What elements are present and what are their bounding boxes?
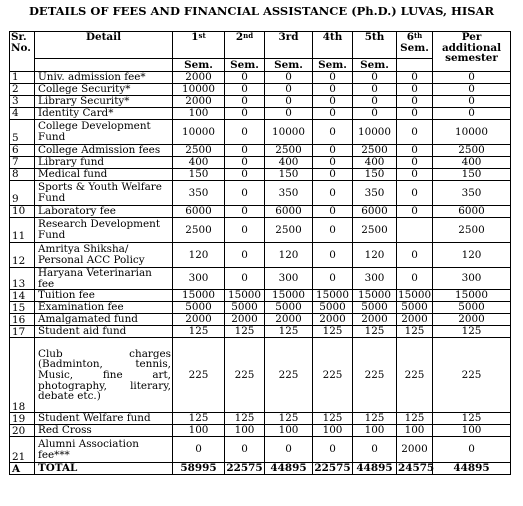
row-value-col1: 10000 [173,84,225,96]
row-value-col2: 0 [225,437,265,463]
row-value-col3: 2500 [265,218,313,243]
row-sr-no: 5 [10,120,35,145]
row-sr-no: 11 [10,218,35,243]
row-value-col1: 125 [173,326,225,338]
row-value-col4: 125 [313,413,353,425]
row-value-col5: 15000 [353,290,397,302]
row-value-col7: 5000 [433,302,511,314]
row-value-col7: 120 [433,243,511,268]
table-row [10,268,511,290]
row-value-col3: 400 [265,157,313,169]
row-value-col5: 0 [353,96,397,108]
header-sem2 [225,32,265,59]
row-value-col7: 300 [433,268,511,290]
row-value-col6: 0 [397,72,433,84]
row-value-col1: 350 [173,181,225,206]
row-value-col3: 225 [265,338,313,413]
row-value-col3: 6000 [265,206,313,218]
row-value-col4: 2000 [313,314,353,326]
row-value-col1: 400 [173,157,225,169]
row-value-col1: 225 [173,338,225,413]
row-value-col7: 225 [433,338,511,413]
row-detail: Medical fund [35,169,173,181]
row-value-col5: 0 [353,437,397,463]
row-value-col1: 0 [173,437,225,463]
row-detail: Student Welfare fund [35,413,173,425]
row-detail-line: photography, literary, [38,379,171,392]
row-value-col6: 0 [397,108,433,120]
row-value-col3: 120 [265,243,313,268]
row-detail-line: debate etc.) [38,390,101,403]
row-sr-no: 16 [10,314,35,326]
row-value-col2: 0 [225,169,265,181]
row-value-col4: 0 [313,84,353,96]
row-value-col5: 6000 [353,206,397,218]
row-value-col2: 0 [225,181,265,206]
table-row [10,108,511,120]
row-value-col5: 5000 [353,302,397,314]
row-value-col1: 2000 [173,72,225,84]
row-value-col5: 400 [353,157,397,169]
row-sr-no: 9 [10,181,35,206]
table-row [10,96,511,108]
row-detail: Alumni Association fee*** [35,437,173,463]
row-value-col1: 5000 [173,302,225,314]
row-value-col7: 350 [433,181,511,206]
row-value-col4: 0 [313,145,353,157]
row-value-col7: 10000 [433,120,511,145]
row-value-col3: 0 [265,84,313,96]
row-value-col6: 0 [397,84,433,96]
header-sem2-num: 2 [235,31,244,43]
row-value-col2: 125 [225,326,265,338]
row-value-col4: 0 [313,96,353,108]
row-value-col5: 150 [353,169,397,181]
header-sem3: 3rd [265,32,313,59]
table-row [10,218,511,243]
row-value-col7: 100 [433,425,511,437]
subheader-sem6-empty [397,59,433,72]
row-detail: Red Cross [35,425,173,437]
row-value-col5: 125 [353,326,397,338]
row-value-col1: 2500 [173,218,225,243]
row-sr-no: 20 [10,425,35,437]
row-sr-no: 3 [10,96,35,108]
row-value-col6: 225 [397,338,433,413]
row-value-col1: 300 [173,268,225,290]
row-value-col2: 0 [225,84,265,96]
row-value-col2: 0 [225,157,265,169]
row-value-col6: 0 [397,181,433,206]
table-row [10,145,511,157]
table-row [10,157,511,169]
row-sr-no: 21 [10,437,35,463]
row-value-col3: 125 [265,413,313,425]
row-value-col6: 125 [397,413,433,425]
row-value-col1: 125 [173,413,225,425]
row-detail: Amritya Shiksha/ Personal ACC Policy [35,243,173,268]
header-per-additional [433,32,511,72]
row-value-col4: 0 [313,243,353,268]
table-row [10,302,511,314]
table-row [10,72,511,84]
row-value-col1: 2000 [173,314,225,326]
row-value-col3: 0 [265,96,313,108]
subheader-sem1: Sem. [173,59,225,72]
total-value-col6: 24575 [398,462,435,475]
row-value-col2: 100 [225,425,265,437]
header-sem2-sup: nd [243,31,254,40]
row-value-col7: 2000 [433,314,511,326]
row-value-col7: 0 [433,96,511,108]
header-sem6 [397,32,433,59]
row-value-col3: 300 [265,268,313,290]
total-sr: A [10,463,35,475]
row-sr-no: 12 [10,243,35,268]
total-value-col2: 22575 [226,462,263,475]
row-sr-no: 19 [10,413,35,425]
row-detail-line: Club charges [38,347,171,360]
row-value-col6: 0 [397,243,433,268]
row-value-col5: 2500 [353,145,397,157]
row-value-col4: 0 [313,72,353,84]
row-value-col2: 0 [225,268,265,290]
row-detail: Laboratory fee [35,206,173,218]
header-sr-line2: No. [11,41,31,54]
row-value-col6: 100 [397,425,433,437]
row-value-col6: 0 [397,206,433,218]
table-row [10,425,511,437]
row-sr-no: 8 [10,169,35,181]
header-sem1 [173,32,225,59]
row-detail: College Admission fees [35,145,173,157]
row-value-col3: 350 [265,181,313,206]
total-value-col4: 22575 [314,462,351,475]
row-value-col6: 125 [397,326,433,338]
header-sem4: 4th [313,32,353,59]
row-value-col5: 0 [353,72,397,84]
row-value-col2: 125 [225,413,265,425]
row-value-col7: 125 [433,326,511,338]
row-detail: Library Security* [35,96,173,108]
row-value-col6: 0 [397,169,433,181]
row-value-col2: 0 [225,218,265,243]
header-sem5: 5th [353,32,397,59]
row-value-col4: 0 [313,157,353,169]
row-value-col5: 0 [353,108,397,120]
row-value-col4: 100 [313,425,353,437]
total-value-col1: 58995 [173,463,225,475]
row-value-col4: 15000 [313,290,353,302]
row-value-col3: 0 [265,437,313,463]
subheader-sem3: Sem. [265,59,313,72]
row-detail [35,338,173,413]
row-value-col5: 2500 [353,218,397,243]
row-value-col7: 400 [433,157,511,169]
total-value-col7: 44895 [433,463,511,475]
row-value-col6: 0 [397,268,433,290]
table-row [10,206,511,218]
row-value-col4: 0 [313,169,353,181]
row-value-col5: 225 [353,338,397,413]
row-value-col5: 10000 [353,120,397,145]
row-value-col1: 100 [173,108,225,120]
row-value-col7: 6000 [433,206,511,218]
row-value-col2: 0 [225,72,265,84]
row-sr-no: 4 [10,108,35,120]
subheader-detail-empty [35,59,173,72]
row-value-col3: 0 [265,72,313,84]
row-value-col3: 15000 [265,290,313,302]
row-value-col7: 0 [433,84,511,96]
row-value-col2: 2000 [225,314,265,326]
row-detail: Library fund [35,157,173,169]
row-value-col4: 0 [313,206,353,218]
row-value-col4: 0 [313,108,353,120]
row-value-col2: 0 [225,108,265,120]
table-row [10,437,511,463]
total-value-col5: 44895 [353,463,397,475]
row-sr-no: 14 [10,290,35,302]
row-detail: Sports & Youth Welfare Fund [35,181,173,206]
table-row [10,169,511,181]
row-value-col6: 2000 [397,437,433,463]
row-value-col5: 100 [353,425,397,437]
table-row [10,290,511,302]
row-value-col2: 225 [225,338,265,413]
row-value-col3: 100 [265,425,313,437]
row-sr-no: 6 [10,145,35,157]
header-detail: Detail [35,32,173,59]
table-row [10,120,511,145]
row-value-col1: 120 [173,243,225,268]
row-value-col2: 0 [225,96,265,108]
row-value-col2: 0 [225,120,265,145]
row-value-col3: 5000 [265,302,313,314]
row-value-col4: 0 [313,120,353,145]
row-value-col3: 10000 [265,120,313,145]
row-value-col4: 0 [313,268,353,290]
row-value-col6: 0 [397,145,433,157]
row-value-col5: 2000 [353,314,397,326]
row-value-col2: 5000 [225,302,265,314]
row-value-col4: 0 [313,181,353,206]
header-sem6-line2: Sem. [400,41,429,54]
row-sr-no: 15 [10,302,35,314]
total-value-col3: 44895 [265,463,313,475]
row-value-col2: 0 [225,243,265,268]
table-row [10,84,511,96]
row-detail: Tuition fee [35,290,173,302]
row-value-col3: 150 [265,169,313,181]
row-value-col6: 0 [397,120,433,145]
row-sr-no: 13 [10,268,35,290]
total-row [10,463,511,475]
header-sem6-sup: th [413,31,423,40]
fees-table [9,31,511,475]
table-row [10,326,511,338]
header-semester: semester [445,52,498,65]
row-value-col7: 150 [433,169,511,181]
row-sr-no: 2 [10,84,35,96]
table-body [10,72,511,475]
row-value-col5: 125 [353,413,397,425]
page-title: DETAILS OF FEES AND FINANCIAL ASSISTANCE (Ph.D.) LUVAS, HISAR [28,4,495,18]
row-value-col5: 0 [353,84,397,96]
subheader-sem2: Sem. [225,59,265,72]
row-value-col3: 0 [265,108,313,120]
header-sr-no [10,32,35,72]
row-value-col7: 2500 [433,145,511,157]
row-sr-no: 10 [10,206,35,218]
table-row [10,181,511,206]
header-additional: additional [441,41,502,54]
row-value-col3: 2500 [265,145,313,157]
row-value-col1: 15000 [173,290,225,302]
subheader-sem5: Sem. [353,59,397,72]
row-value-col1: 100 [173,425,225,437]
header-sem1-num: 1 [191,31,199,43]
row-value-col4: 0 [313,218,353,243]
subheader-sem4: Sem. [313,59,353,72]
row-value-col7: 125 [433,413,511,425]
row-detail: Research Development Fund [35,218,173,243]
row-value-col5: 350 [353,181,397,206]
row-sr-no: 1 [10,72,35,84]
row-sr-no: 7 [10,157,35,169]
row-value-col7: 0 [433,108,511,120]
row-value-col2: 0 [225,206,265,218]
row-value-col1: 2000 [173,96,225,108]
row-value-col7: 0 [433,72,511,84]
row-value-col4: 225 [313,338,353,413]
row-value-col4: 5000 [313,302,353,314]
row-value-col7: 2500 [433,218,511,243]
row-value-col7: 0 [433,437,511,463]
total-label: TOTAL [35,463,173,475]
table-row [10,243,511,268]
row-sr-no: 17 [10,326,35,338]
row-value-col4: 125 [313,326,353,338]
row-value-col7: 15000 [433,290,511,302]
row-detail-line: Music, fine art, [38,368,171,381]
header-per: Per [461,31,482,43]
table-header-row [10,32,511,59]
row-detail: Univ. admission fee* [35,72,173,84]
row-value-col1: 6000 [173,206,225,218]
row-value-col2: 15000 [225,290,265,302]
header-sem6-num: 6 [406,31,414,43]
row-value-col1: 10000 [173,120,225,145]
row-value-col6: 0 [397,157,433,169]
row-sr-no: 18 [10,338,35,413]
row-value-col5: 300 [353,268,397,290]
row-detail: Identity Card* [35,108,173,120]
row-value-col6: 0 [397,96,433,108]
row-value-col1: 150 [173,169,225,181]
row-detail: College Security* [35,84,173,96]
row-detail: Student aid fund [35,326,173,338]
row-value-col5: 120 [353,243,397,268]
row-value-col3: 125 [265,326,313,338]
row-value-col6: 2000 [397,314,433,326]
row-value-col6: 5000 [397,302,433,314]
table-row [10,413,511,425]
row-detail: College Development Fund [35,120,173,145]
row-value-col6: 15000 [398,289,432,302]
header-sr-line1: Sr. [11,31,27,43]
table-row [10,338,511,413]
row-detail: Amalgamated fund [35,314,173,326]
row-value-col4: 0 [313,437,353,463]
row-value-col1: 2500 [173,145,225,157]
header-sem1-sup: st [198,31,206,40]
table-row [10,314,511,326]
row-value-col2: 0 [225,145,265,157]
row-detail: Examination fee [35,302,173,314]
row-value-col3: 2000 [265,314,313,326]
row-detail: Haryana Veterinarian fee [35,268,173,290]
row-detail-line: (Badminton, tennis, [38,358,171,371]
row-value-col6 [397,218,433,243]
